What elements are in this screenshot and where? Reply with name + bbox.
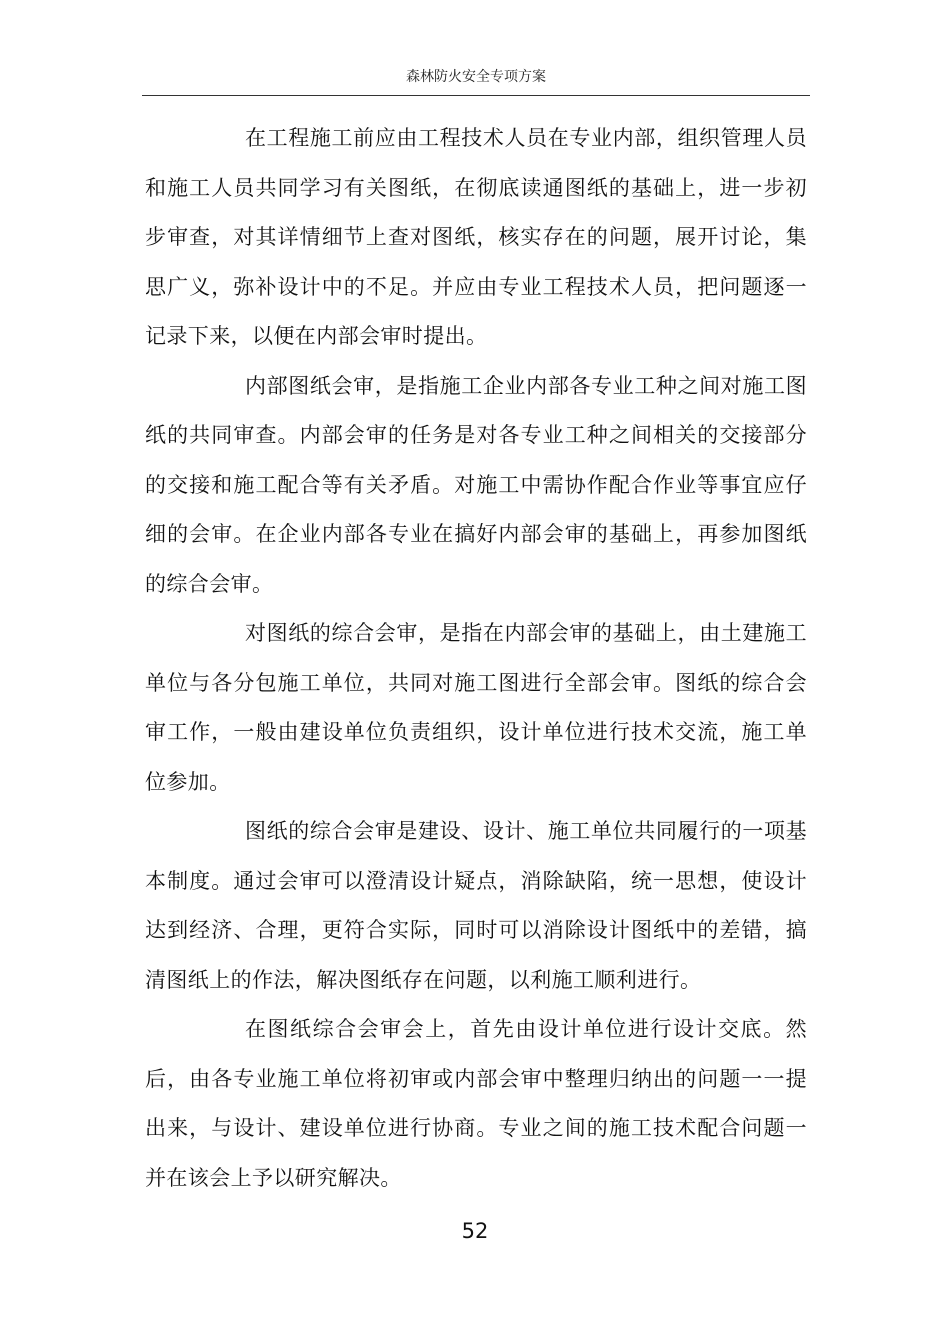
document-body bbox=[145, 114, 807, 1203]
paragraph-4: 图纸的综合会审是建设、设计、施工单位共同履行的一项基本制度。通过会审可以澄清设计疑点，消除缺陷，统一思想，使设计达到经济、合理，更符合实际，同时可以消除设计图纸中的差错，搞清图纸上的作法，解决图纸存在问题，以利施工顺利进行。 bbox=[145, 819, 807, 992]
paragraph-2: 内部图纸会审，是指施工企业内部各专业工种之间对施工图纸的共同审查。内部会审的任务是对各专业工种之间相关的交接部分的交接和施工配合等有关矛盾。对施工中需协作配合作业等事宜应仔细的会审。在企业内部各专业在搞好内部会审的基础上，再参加图纸的综合会审。 bbox=[145, 373, 807, 596]
page-number: 52 bbox=[461, 1219, 489, 1243]
running-header: 森林防火安全专项方案 bbox=[406, 69, 546, 85]
paragraph-5: 在图纸综合会审会上，首先由设计单位进行设计交底。然后，由各专业施工单位将初审或内部会审中整理归纳出的问题一一提出来，与设计、建设单位进行协商。专业之间的施工技术配合问题一并在该会上予以研究解决。 bbox=[145, 1017, 807, 1190]
header-divider bbox=[142, 95, 810, 96]
paragraph-3: 对图纸的综合会审，是指在内部会审的基础上，由土建施工单位与各分包施工单位，共同对施工图进行全部会审。图纸的综合会审工作，一般由建设单位负责组织，设计单位进行技术交流，施工单位参加。 bbox=[145, 621, 807, 794]
paragraph-1: 在工程施工前应由工程技术人员在专业内部，组织管理人员和施工人员共同学习有关图纸，在彻底读通图纸的基础上，进一步初步审查，对其详情细节上查对图纸，核实存在的问题，展开讨论，集思广义，弥补设计中的不足。并应由专业工程技术人员，把问题逐一记录下来，以便在内部会审时提出。 bbox=[145, 126, 807, 348]
